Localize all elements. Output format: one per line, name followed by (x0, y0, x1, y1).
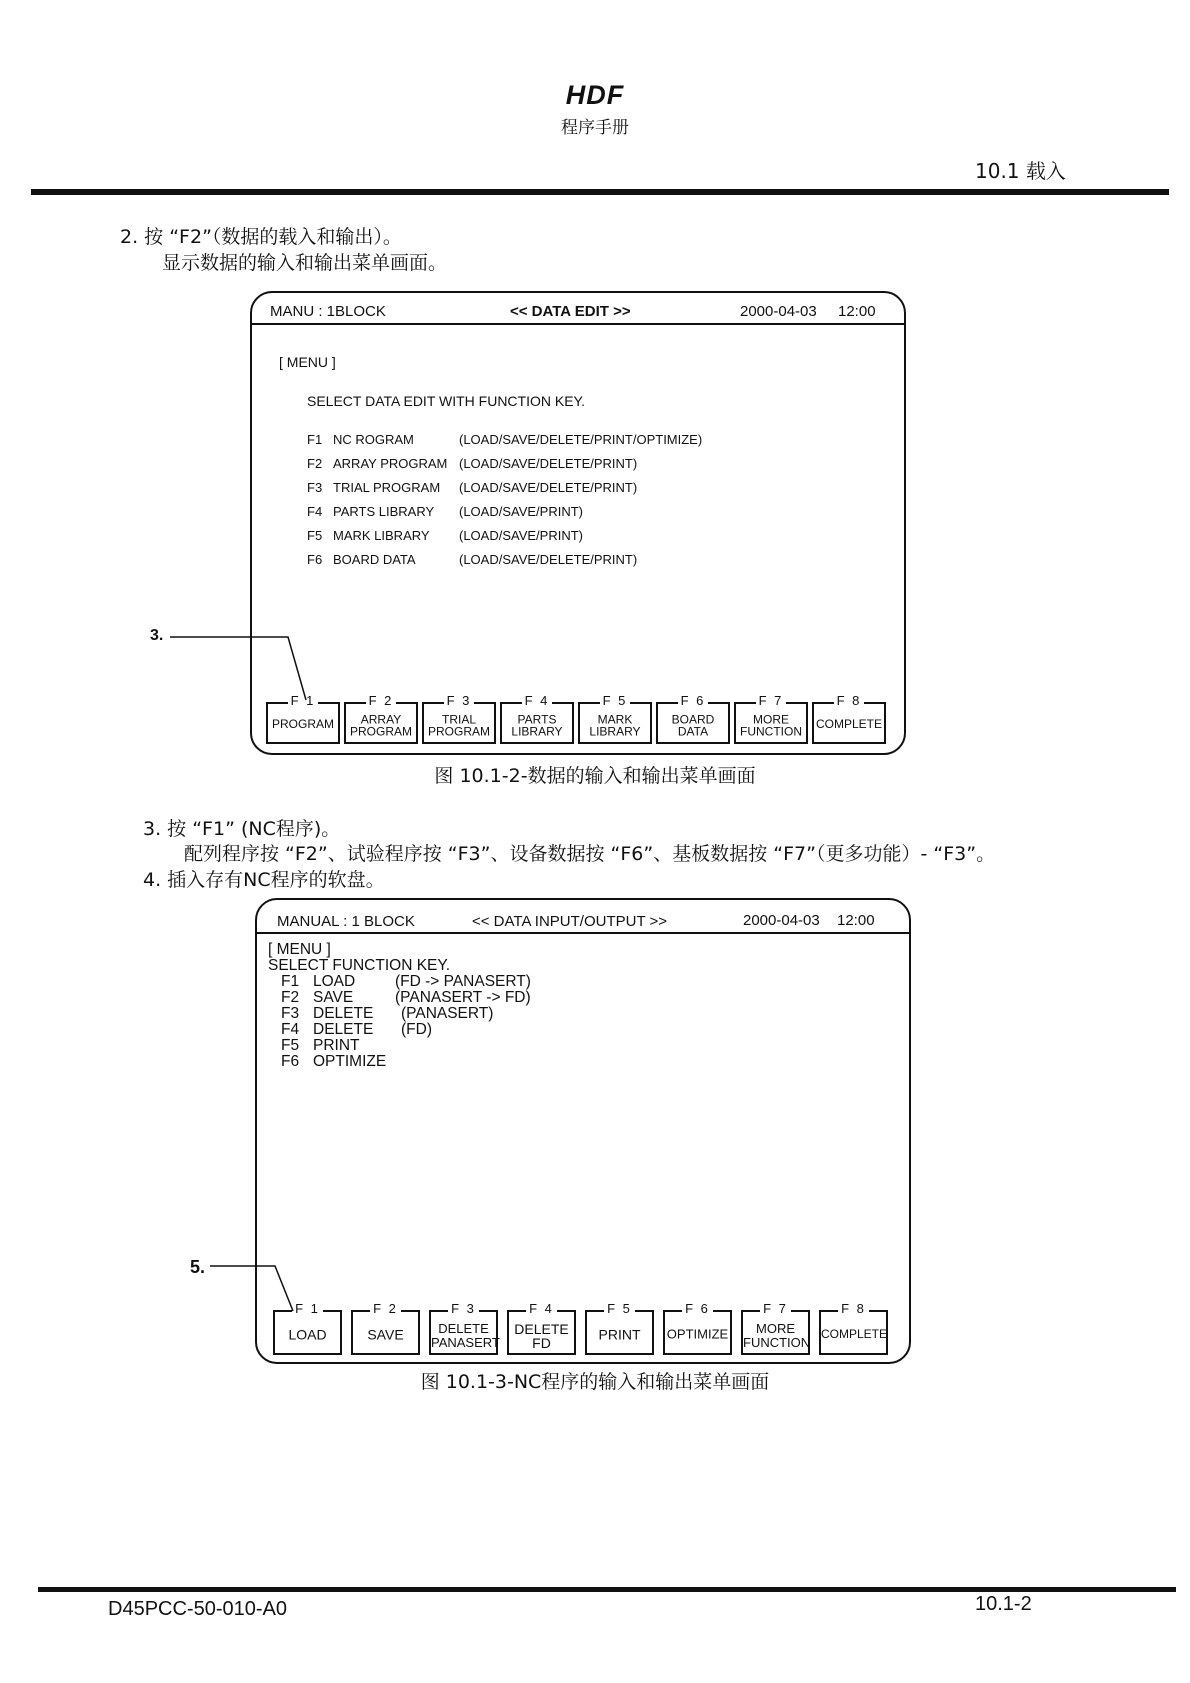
step-2-text: 2. 按 “F2”（数据的载入和输出）。 (120, 226, 402, 248)
fkey-label: PARTS (517, 712, 557, 727)
list-item-ops: (LOAD/SAVE/DELETE/PRINT) (459, 480, 638, 495)
data-input-output-screen (255, 898, 911, 1364)
screen1-header-divider (252, 323, 904, 325)
brand-title: HDF (565, 80, 625, 110)
callout-label-3: 3. (150, 627, 164, 644)
fkey-label: DELETE (514, 1320, 569, 1337)
list-item-ops: (FD) (401, 1021, 432, 1038)
fkey-number: F 8 (838, 1301, 869, 1316)
screen1-menu-label: [ MENU ] (279, 354, 336, 370)
fkey-label-2: DATA (677, 724, 709, 739)
list-item-name: OPTIMIZE (313, 1053, 387, 1070)
fkey-label: OPTIMIZE (666, 1325, 729, 1341)
screen1-date: 2000-04-03 (740, 303, 817, 320)
f4-parts-library-key[interactable] (500, 693, 574, 744)
data-edit-screen (250, 291, 906, 755)
fkey-number: F 5 (600, 693, 631, 708)
list-item-key: F2 (281, 989, 300, 1006)
list-item-name: BOARD DATA (333, 552, 416, 567)
list-item-key: F3 (307, 480, 323, 495)
list-item-name: PARTS LIBRARY (333, 504, 435, 519)
figure-caption-1: 图 10.1-2-数据的输入和输出菜单画面 (434, 765, 756, 787)
fkey-label: SAVE (367, 1325, 404, 1342)
fkey-number: F 1 (292, 1301, 323, 1316)
f6-board-data-key[interactable] (656, 693, 730, 744)
f5-mark-library-key[interactable] (578, 693, 652, 744)
document-code: D45PCC-50-010-A0 (108, 1598, 287, 1620)
step-2-detail: 显示数据的输入和输出菜单画面。 (162, 252, 448, 274)
list-item-name: ARRAY PROGRAM (333, 456, 448, 471)
list-item-key: F6 (307, 552, 323, 567)
fkey-label: MORE (753, 712, 789, 727)
list-item-key: F1 (307, 432, 323, 447)
screen2-mode: MANUAL : 1 BLOCK (277, 913, 415, 930)
list-item-key: F2 (307, 456, 323, 471)
fkey-number: F 6 (682, 1301, 713, 1316)
fkey-number: F 2 (366, 693, 397, 708)
step-3-detail: 配列程序按 “F2”、试验程序按 “F3”、设备数据按 “F6”、基板数据按 “F7”（更多功能）- “F3”。 (184, 843, 996, 865)
list-item-key: F5 (281, 1037, 300, 1054)
section-title: 10.1 载入 (975, 159, 1066, 183)
list-item-name: MARK LIBRARY (333, 528, 430, 543)
f6-optimize-key[interactable] (663, 1301, 732, 1355)
list-item-name: SAVE (313, 989, 354, 1006)
list-item-name: DELETE (313, 1005, 374, 1022)
list-item-key: F1 (281, 973, 300, 990)
fkey-label-2: FD (532, 1334, 551, 1351)
fkey-label-2: FUNCTION (740, 724, 802, 739)
list-item-name: TRIAL PROGRAM (333, 480, 441, 495)
f7-more-function-key[interactable] (734, 693, 808, 744)
f8-complete-key[interactable] (819, 1301, 888, 1355)
list-item-ops: (PANASERT -> FD) (395, 989, 531, 1006)
fkey-number: F 4 (526, 1301, 557, 1316)
list-item-ops: (LOAD/SAVE/PRINT) (459, 528, 584, 543)
step-4-text: 4. 插入存有NC程序的软盘。 (143, 869, 385, 891)
screen1-time: 12:00 (838, 303, 876, 320)
screen2-title: << DATA INPUT/OUTPUT >> (472, 913, 668, 930)
fkey-number: F 7 (756, 693, 787, 708)
screen2-date: 2000-04-03 (743, 912, 820, 929)
fkey-number: F 6 (678, 693, 709, 708)
screen2-time: 12:00 (837, 912, 875, 929)
fkey-label-2: PANASERT (431, 1334, 500, 1350)
f7-more-function-key[interactable] (741, 1301, 811, 1355)
list-item-ops: (FD -> PANASERT) (395, 973, 531, 990)
fkey-number: F 1 (288, 693, 319, 708)
list-item-ops: (LOAD/SAVE/DELETE/PRINT/OPTIMIZE) (459, 432, 703, 447)
list-item-name: PRINT (313, 1037, 360, 1054)
f2-array-program-key[interactable] (344, 693, 418, 744)
list-item-ops: (LOAD/SAVE/DELETE/PRINT) (459, 456, 638, 471)
fkey-label-2: LIBRARY (589, 724, 641, 739)
fkey-number: F 5 (604, 1301, 635, 1316)
header-rule (31, 189, 1169, 195)
screen2-instruction: SELECT FUNCTION KEY. (268, 957, 451, 974)
fkey-label: PRINT (598, 1325, 641, 1342)
list-item-name: NC ROGRAM (333, 432, 414, 447)
screen2-header-divider (257, 932, 909, 934)
fkey-number: F 7 (760, 1301, 791, 1316)
list-item-key: F4 (281, 1021, 300, 1038)
fkey-number: F 3 (448, 1301, 479, 1316)
fkey-label: PROGRAM (271, 717, 334, 732)
fkey-number: F 4 (522, 693, 553, 708)
fkey-label: MARK (597, 712, 633, 727)
f4-delete-fd-key[interactable] (507, 1301, 576, 1355)
footer-rule (38, 1587, 1176, 1592)
f1-load-key[interactable] (273, 1301, 342, 1355)
f1-program-key[interactable] (266, 693, 340, 744)
fkey-label: COMPLETE (815, 717, 882, 732)
screen1-instruction: SELECT DATA EDIT WITH FUNCTION KEY. (307, 393, 585, 409)
f2-save-key[interactable] (351, 1301, 420, 1355)
fkey-label: ARRAY (360, 712, 402, 727)
fkey-label: COMPLETE (821, 1326, 888, 1341)
fkey-label: LOAD (288, 1325, 327, 1342)
f8-complete-key[interactable] (812, 693, 886, 744)
step-3-text: 3. 按 “F1” (NC程序)。 (143, 818, 341, 840)
fkey-number: F 3 (444, 693, 475, 708)
list-item-name: LOAD (313, 973, 356, 990)
list-item-key: F3 (281, 1005, 300, 1022)
fkey-label-2: LIBRARY (511, 724, 563, 739)
fkey-number: F 2 (370, 1301, 401, 1316)
f3-delete-panasert-key[interactable] (429, 1301, 500, 1355)
list-item-ops: (PANASERT) (401, 1005, 494, 1022)
fkey-label-2: PROGRAM (427, 724, 490, 739)
screen2-menu-label: [ MENU ] (268, 941, 331, 958)
f3-trial-program-key[interactable] (422, 693, 496, 744)
screen1-title: << DATA EDIT >> (510, 303, 631, 320)
figure-caption-2: 图 10.1-3-NC程序的输入和输出菜单画面 (420, 1371, 770, 1393)
fkey-number: F 8 (834, 693, 865, 708)
list-item-key: F5 (307, 528, 323, 543)
page-number: 10.1-2 (975, 1593, 1032, 1615)
manual-subtitle: 程序手册 (561, 118, 629, 138)
callout-label-5: 5. (190, 1257, 206, 1277)
fkey-label: BOARD (671, 712, 715, 727)
fkey-label-2: PROGRAM (349, 724, 412, 739)
f5-print-key[interactable] (585, 1301, 654, 1355)
list-item-ops: (LOAD/SAVE/PRINT) (459, 504, 584, 519)
fkey-label: DELETE (438, 1320, 489, 1336)
list-item-name: DELETE (313, 1021, 374, 1038)
screen1-mode: MANU : 1BLOCK (270, 303, 386, 320)
list-item-key: F6 (281, 1053, 300, 1070)
list-item-key: F4 (307, 504, 323, 519)
list-item-ops: (LOAD/SAVE/DELETE/PRINT) (459, 552, 638, 567)
fkey-label: TRIAL (441, 712, 476, 727)
fkey-label-2: FUNCTION (743, 1334, 811, 1350)
fkey-label: MORE (756, 1320, 795, 1336)
